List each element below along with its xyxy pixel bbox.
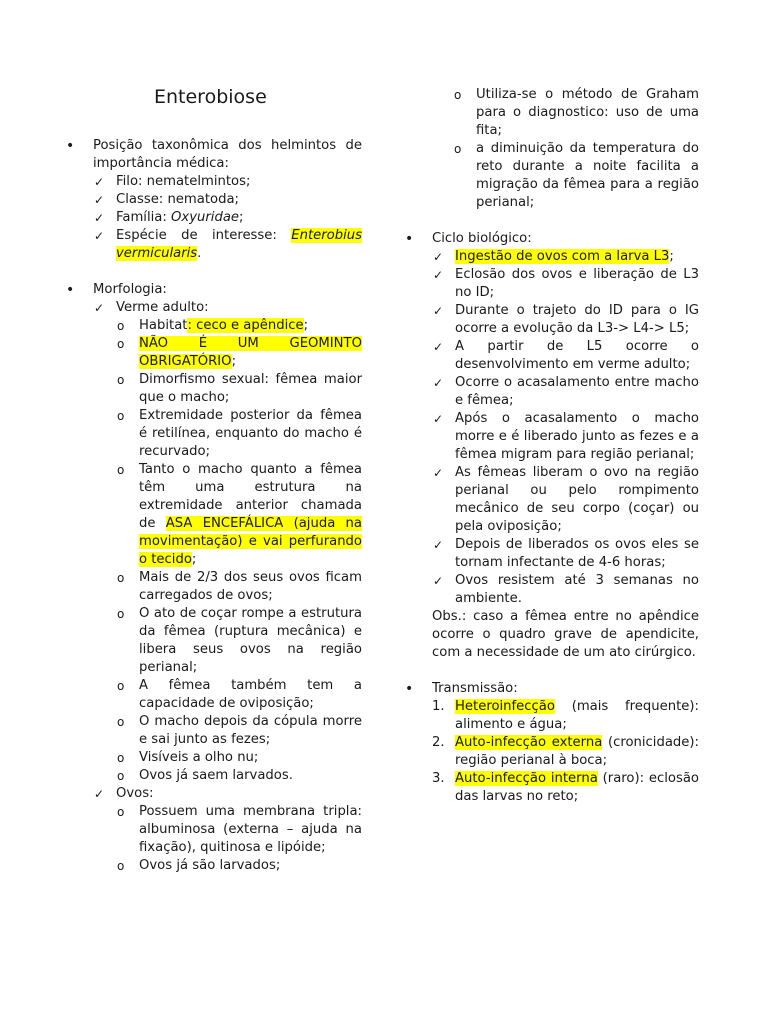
list-item: 2. Auto-infecção externa (cronicidade): região perianal à boca; [432, 735, 699, 768]
list-item: ✓ Eclosão dos ovos e liberação de L3 no ID; [433, 267, 699, 300]
list-item: o Utiliza-se o método de Graham para o diagnostico: uso de uma fita; [454, 87, 699, 138]
list-item: ✓ As fêmeas liberam o ovo na região perianal ou pelo rompimento mecânico de seu corpo (coçar) ou pela oviposição; [433, 465, 699, 534]
check-icon: ✓ [433, 268, 444, 282]
circle-icon: o [117, 751, 125, 765]
list-item [405, 230, 699, 662]
list-item: o Ovos já são larvados; [117, 858, 281, 873]
circle-icon: o [117, 463, 125, 477]
list-item: o Possuem uma membrana tripla: albuminosa (externa – ajuda na fixação), quitinosa e lipóide; [117, 804, 362, 855]
circle-icon: o [117, 679, 125, 693]
list-item: o Mais de 2/3 dos seus ovos ficam carregados de ovos; [117, 570, 362, 603]
circle-icon: o [117, 859, 125, 873]
item-number: 3. [432, 771, 445, 786]
circle-icon: o [117, 337, 125, 351]
list-item [66, 137, 362, 263]
page-title: Enterobiose [154, 86, 267, 108]
item-number: 1. [432, 699, 445, 714]
list-item: ✓ Depois de liberados os ovos eles se tornam infectante de 4-6 horas; [433, 537, 699, 570]
diagnosis-list [405, 86, 699, 212]
list-item: ✓ Após o acasalamento o macho morre e é liberado junto as fezes e a fêmea migram para região perianal; [433, 411, 699, 462]
section-life-cycle [405, 230, 699, 662]
section-heading: Morfologia: [93, 282, 167, 297]
list-item [405, 680, 699, 806]
bullet-icon: • [66, 282, 75, 298]
list-item: o O ato de coçar rompe a estrutura da fêmea (ruptura mecânica) e libera seus ovos na região perianal; [117, 606, 362, 675]
check-icon: ✓ [94, 301, 105, 315]
list-item: ✓ Ingestão de ovos com a larva L3; [433, 249, 674, 264]
circle-icon: o [117, 805, 125, 819]
list-item: o Tanto o macho quanto a fêmea têm uma estrutura na extremidade anterior chamada de ASA ENCEFÁLICA (ajuda na movimentação) e vai perfurando o tecido; [117, 462, 362, 567]
check-icon: ✓ [433, 538, 444, 552]
section-heading: Posição taxonômica dos helmintos de importância médica: [93, 138, 362, 171]
list-item: o Habitat: ceco e apêndice; [117, 318, 309, 333]
list-item: 1. Heteroinfecção (mais frequente): alimento e água; [432, 699, 699, 732]
list-item: ✓ Durante o trajeto do ID para o IG ocorre a evolução da L3-> L4-> L5; [433, 303, 699, 336]
circle-icon: o [117, 373, 125, 387]
list-item: o Visíveis a olho nu; [117, 750, 259, 765]
circle-icon: o [117, 409, 125, 423]
section-heading: Transmissão: [432, 681, 518, 696]
circle-icon: o [117, 769, 125, 783]
section-taxonomy [66, 137, 362, 263]
list-item: ✓ Ocorre o acasalamento entre macho e fêmea; [433, 375, 699, 408]
list-item: ✓ Filo: nematelmintos; [94, 174, 251, 189]
list-item: ✓ Ovos resistem até 3 semanas no ambiente. [433, 573, 699, 606]
section-morphology [66, 281, 362, 875]
section-heading: Ciclo biológico: [432, 231, 532, 246]
check-icon: ✓ [94, 787, 105, 801]
check-icon: ✓ [433, 304, 444, 318]
circle-icon: o [117, 607, 125, 621]
check-icon: ✓ [433, 574, 444, 588]
circle-icon: o [117, 715, 125, 729]
list-item: o Extremidade posterior da fêmea é retilínea, enquanto do macho é recurvado; [117, 408, 362, 459]
list-item: ✓ A partir de L5 ocorre o desenvolvimento em verme adulto; [433, 339, 699, 372]
item-number: 2. [432, 735, 445, 750]
check-icon: ✓ [94, 193, 105, 207]
check-icon: ✓ [94, 229, 105, 243]
circle-icon: o [117, 571, 125, 585]
bullet-icon: • [405, 231, 414, 247]
list-item: ✓ Espécie de interesse: Enterobius vermicularis. [94, 228, 362, 261]
check-icon: ✓ [433, 250, 444, 264]
bullet-icon: • [405, 681, 414, 697]
left-column [66, 0, 362, 875]
check-icon: ✓ [433, 340, 444, 354]
section-transmission [405, 680, 699, 806]
observation-note: Obs.: caso a fêmea entre no apêndice ocorre o quadro grave de apendicite, com a necessidade de um ato cirúrgico. [432, 609, 699, 660]
list-item: ✓ Classe: nematoda; [94, 192, 239, 207]
bullet-icon: • [66, 138, 75, 154]
list-item: o O macho depois da cópula morre e sai junto as fezes; [117, 714, 362, 747]
check-icon: ✓ [433, 412, 444, 426]
list-item [66, 281, 362, 875]
list-item: o Dimorfismo sexual: fêmea maior que o macho; [117, 372, 362, 405]
circle-icon: o [454, 88, 462, 102]
check-icon: ✓ [94, 175, 105, 189]
check-icon: ✓ [433, 376, 444, 390]
list-item: o NÃO É UM GEOMINTO OBRIGATÓRIO; [117, 336, 362, 369]
circle-icon: o [454, 142, 462, 156]
list-item: ✓ Verme adulto: o Habitat: ceco e apêndice; o NÃO É UM GEOMINTO OBRIGATÓRIO; o Dimorfismo sexual: fêmea maior que o macho; o Extremidade posterior da fêmea é retilínea, enquanto do macho é recurvado; o Tanto o macho quanto a fêmea têm uma estrutura na extremidade anterior chamada de ASA ENCEFÁLICA (ajuda na movimentação) e vai perfurando o tecido; o Mais de 2/3 dos seus ovos ficam carregados de ovos; o O ato de coçar rompe a estrutura da fêmea (ruptura mecânica) e libera seus ovos na região perianal; o A fêmea também tem a capacidade de oviposição; o O macho depois da cópula morre e sai junto as fezes; o Visíveis a olho nu; o Ovos já saem larvados. [94, 300, 362, 783]
list-item: o a diminuição da temperatura do reto durante a noite facilita a migração da fêmea para a região perianal; [454, 141, 699, 210]
list-item: ✓ Ovos: o Possuem uma membrana tripla: albuminosa (externa – ajuda na fixação), quitinosa e lipóide; o Ovos já são larvados; [94, 786, 362, 873]
right-column [405, 0, 699, 806]
check-icon: ✓ [94, 211, 105, 225]
list-item: o A fêmea também tem a capacidade de oviposição; [117, 678, 362, 711]
list-item: 3. Auto-infecção interna (raro): eclosão das larvas no reto; [432, 771, 699, 804]
check-icon: ✓ [433, 466, 444, 480]
list-item: ✓ Família: Oxyuridae; [94, 210, 244, 225]
list-item: o Ovos já saem larvados. [117, 768, 293, 783]
circle-icon: o [117, 319, 125, 333]
